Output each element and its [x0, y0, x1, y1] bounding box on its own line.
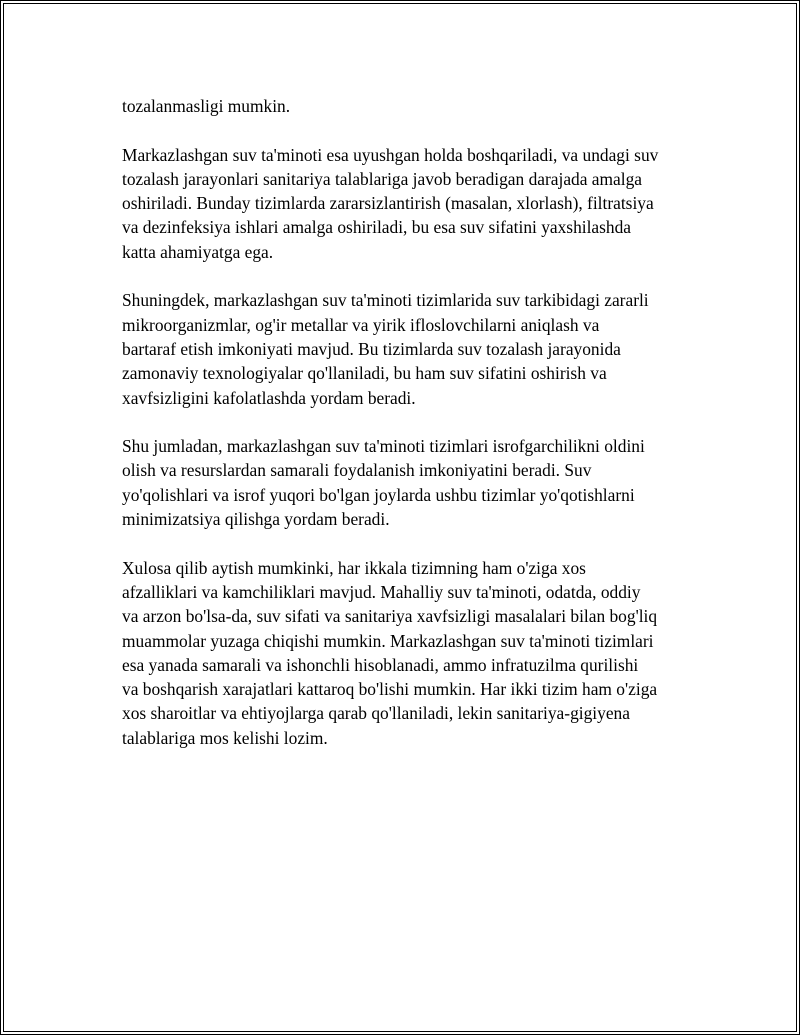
text-line: olish va resurslardan samarali foydalanish imkoniyatini beradi. Suv [122, 460, 592, 481]
text-line: zamonaviy texnologiyalar qo'llaniladi, bu ham suv sifatini oshirish va [122, 363, 607, 384]
text-line: xos sharoitlar va ehtiyojlarga qarab qo'llaniladi, lekin sanitariya-gigiyena [122, 703, 630, 724]
text-line: Xulosa qilib aytish mumkinki, har ikkala tizimning ham o'ziga xos [122, 557, 586, 578]
text-line: tozalanmasligi mumkin. [122, 96, 291, 116]
text-line: minimizatsiya qilishga yordam beradi. [122, 509, 390, 530]
paragraph-5 [122, 556, 697, 750]
document-body [122, 94, 697, 774]
text-line: afzalliklari va kamchiliklari mavjud. Mahalliy suv ta'minoti, odatda, oddiy [122, 581, 641, 602]
text-line: va boshqarish xarajatlari kattaroq bo'lishi mumkin. Har ikki tizim ham o'ziga [122, 679, 658, 700]
text-line: yo'qolishlari va isrof yuqori bo'lgan joylarda ushbu tizimlar yo'qotishlarni [122, 484, 635, 505]
paragraph-3 [122, 288, 697, 409]
text-line: katta ahamiyatga ega. [122, 241, 274, 262]
text-line: esa yanada samarali va ishonchli hisoblanadi, ammo infratuzilma qurilishi [122, 654, 639, 675]
text-line: muammolar yuzaga chiqishi mumkin. Markazlashgan suv ta'minoti tizimlari [122, 630, 654, 651]
text-line: bartaraf etish imkoniyati mavjud. Bu tizimlarda suv tozalash jarayonida [122, 338, 621, 359]
text-line: talablariga mos kelishi lozim. [122, 727, 328, 748]
paragraph-1 [122, 94, 697, 118]
text-line: Shuningdek, markazlashgan suv ta'minoti tizimlarida suv tarkibidagi zararli [122, 290, 649, 311]
text-line: Shu jumladan, markazlashgan suv ta'minoti tizimlari isrofgarchilikni oldini [122, 436, 645, 457]
text-line: oshiriladi. Bunday tizimlarda zararsizlantirish (masalan, xlorlash), filtratsiya [122, 193, 654, 214]
text-line: va arzon bo'lsa-da, suv sifati va sanitariya xavfsizligi masalalari bilan bog'liq [122, 606, 658, 627]
paragraph-4 [122, 434, 697, 531]
text-line: Markazlashgan suv ta'minoti esa uyushgan holda boshqariladi, va undagi suv [122, 144, 659, 165]
text-line: xavfsizligini kafolatlashda yordam beradi. [122, 387, 416, 408]
text-line: mikroorganizmlar, og'ir metallar va yirik ifloslovchilarni aniqlash va [122, 314, 600, 335]
text-line: va dezinfeksiya ishlari amalga oshiriladi, bu esa suv sifatini yaxshilashda [122, 217, 632, 238]
paragraph-2 [122, 143, 697, 264]
text-line: tozalash jarayonlari sanitariya talablariga javob beradigan darajada amalga [122, 168, 643, 189]
